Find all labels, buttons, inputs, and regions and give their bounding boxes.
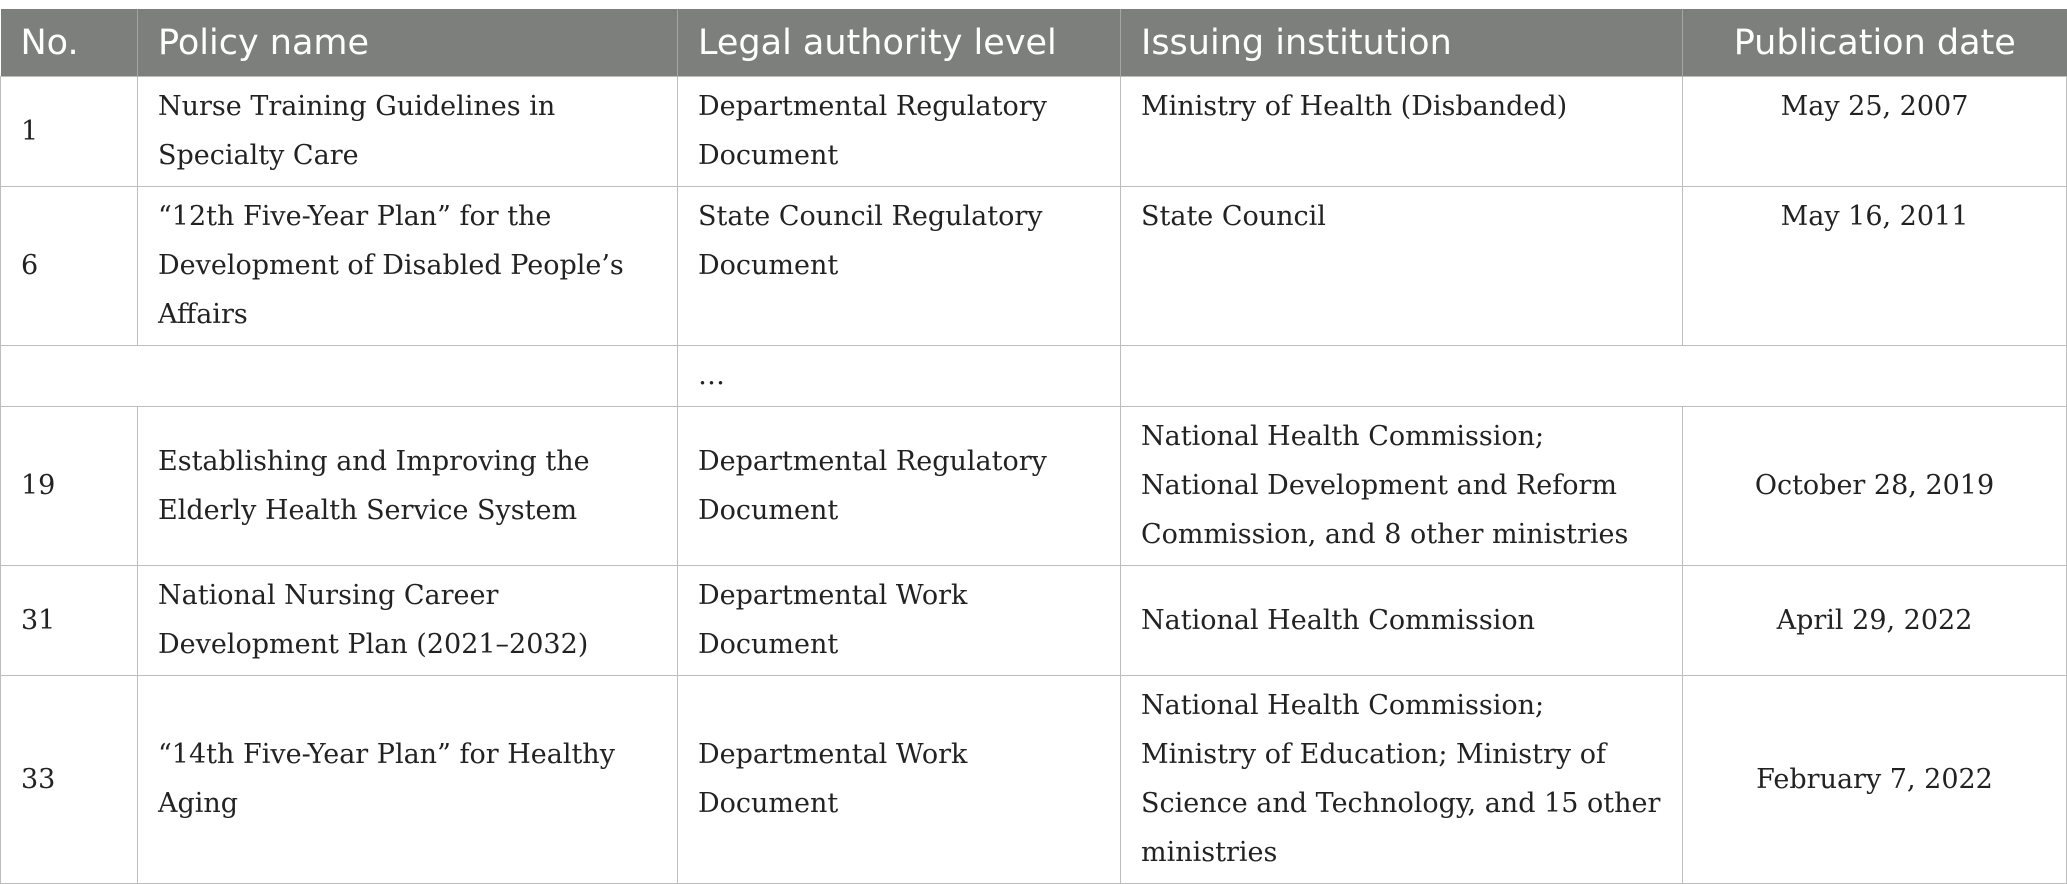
cell-policy-name: National Nursing Career Development Plan (2021–2032) (138, 566, 678, 676)
cell-no: 6 (1, 187, 138, 346)
ellipsis-empty-right (1121, 346, 2067, 407)
cell-policy-name: Nurse Training Guidelines in Specialty Care (138, 77, 678, 187)
cell-issuing-institution: State Council (1121, 187, 1683, 346)
table-row (1, 407, 2067, 566)
header-row (1, 9, 2067, 77)
table-row (1, 77, 2067, 187)
cell-issuing-institution: National Health Commission (1121, 566, 1683, 676)
cell-publication-date: May 16, 2011 (1683, 187, 2067, 346)
cell-publication-date: May 25, 2007 (1683, 77, 2067, 187)
cell-no: 19 (1, 407, 138, 566)
cell-legal-authority-level: Departmental Regulatory Document (678, 77, 1121, 187)
cell-issuing-institution: Ministry of Health (Disbanded) (1121, 77, 1683, 187)
header-publication-date: Publication date (1683, 9, 2067, 77)
table-row (1, 676, 2067, 884)
cell-legal-authority-level: Departmental Regulatory Document (678, 407, 1121, 566)
cell-publication-date: February 7, 2022 (1683, 676, 2067, 884)
cell-policy-name: “14th Five-Year Plan” for Healthy Aging (138, 676, 678, 884)
cell-policy-name: Establishing and Improving the Elderly Health Service System (138, 407, 678, 566)
cell-legal-authority-level: State Council Regulatory Document (678, 187, 1121, 346)
cell-publication-date: April 29, 2022 (1683, 566, 2067, 676)
cell-publication-date: October 28, 2019 (1683, 407, 2067, 566)
cell-issuing-institution: National Health Commission; Ministry of Education; Ministry of Science and Technology, and 15 other ministries (1121, 676, 1683, 884)
ellipsis-cell: … (678, 346, 1121, 407)
cell-issuing-institution: National Health Commission; National Development and Reform Commission, and 8 other ministries (1121, 407, 1683, 566)
ellipsis-empty-left (1, 346, 678, 407)
header-policy-name: Policy name (138, 9, 678, 77)
header-no: No. (1, 9, 138, 77)
cell-legal-authority-level: Departmental Work Document (678, 676, 1121, 884)
cell-no: 33 (1, 676, 138, 884)
cell-policy-name: “12th Five-Year Plan” for the Development of Disabled People’s Affairs (138, 187, 678, 346)
table-row (1, 566, 2067, 676)
header-legal-authority-level: Legal authority level (678, 9, 1121, 77)
cell-no: 1 (1, 77, 138, 187)
table-row (1, 187, 2067, 346)
ellipsis-row (1, 346, 2067, 407)
policy-table (0, 9, 2067, 884)
cell-no: 31 (1, 566, 138, 676)
cell-legal-authority-level: Departmental Work Document (678, 566, 1121, 676)
header-issuing-institution: Issuing institution (1121, 9, 1683, 77)
